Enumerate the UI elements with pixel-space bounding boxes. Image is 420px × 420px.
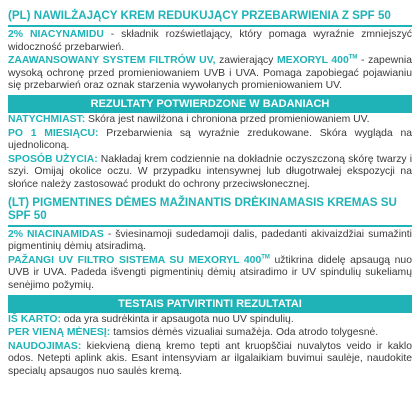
pl-result-month-text: Przebarwienia są wyraźnie zredukowane. Skóra wygląda na ujednoliconą.	[8, 127, 412, 152]
pl-title: (PL) NAWILŻAJĄCY KREM REDUKUJĄCY PRZEBARWIENIA Z SPF 50	[8, 9, 391, 22]
lt-usage-text: kiekvieną dieną kremo tepti ant kruopščiai nuvalytos veido ir kaklo odos. Netepti aplink akis. Esant intensyviam ar ilgalaikiam buvimui saulėje, naudokite specialų apsaugos nuo saulės kremą.	[8, 340, 412, 377]
pl-results-banner: REZULTATY POTWIERDZONE W BADANIACH	[8, 95, 412, 113]
pl-mexoryl-name: MEXORYL 400	[276, 55, 349, 67]
lt-result-month-text: tamsios dėmės vizualiai sumažėja. Oda atrodo tolygesnė.	[110, 327, 379, 339]
pl-uv-filter-paragraph	[8, 55, 412, 93]
lt-title: (LT) PIGMENTINES DĖMES MAŽINANTIS DRĖKINAMASIS KREMAS SU SPF 50	[8, 195, 397, 222]
lt-results-banner: TESTAIS PATVIRTINTI REZULTATAI	[8, 295, 412, 313]
lt-niacinamide-key: 2% NIACINAMIDAS	[8, 228, 104, 240]
pl-uv-filter-text: - zapewnia wysoką ochronę przed promieniowaniem UVB i UVA. Pomaga zapobiegać pojawianiu się przebarwień oraz oznak starzenia wywołanych promieniowaniem UV.	[8, 55, 412, 92]
pl-title-divider	[8, 25, 412, 27]
pl-usage-paragraph	[8, 154, 412, 192]
lt-uv-filter-text: užtikrina didelę apsaugą nuo UVB ir UVA. Padeda išvengti pigmentinių dėmių atsiradimo ir UV spindulių sukeliamų senėjimo požymių.	[8, 254, 412, 291]
pl-result-immediate	[8, 114, 412, 127]
pl-usage-key: SPOSÓB UŻYCIA:	[8, 153, 98, 165]
lt-result-immediate-text: oda yra sudrėkinta ir apsaugota nuo UV spindulių.	[60, 313, 294, 325]
lt-uv-filter-key	[8, 255, 270, 266]
lt-uv-filter-paragraph	[8, 255, 412, 293]
pl-result-immediate-key: NATYCHMIAST:	[8, 113, 86, 125]
lt-trademark-mark: TM	[261, 254, 270, 261]
lt-title-divider	[8, 225, 412, 227]
pl-mexoryl-key	[277, 55, 357, 66]
pl-usage-text: Nakładaj krem codziennie na dokładnie oczyszczoną skórę twarzy i szyi. Omijaj okolice oczu. W przypadku intensywnej lub długotrwałej ekspozycji na słońce należy zastosować produkt do ochrony przeciwsłonecznej.	[8, 153, 413, 190]
pl-niacinamide-text: - składnik rozświetlający, który pomaga wyraźnie zmniejszyć widoczność przebarwień.	[8, 29, 412, 53]
pl-trademark-mark: TM	[348, 54, 358, 61]
pl-uv-filter-key: ZAAWANSOWANY SYSTEM FILTRÓW UV,	[8, 55, 216, 67]
pl-niacinamide-paragraph	[8, 29, 412, 54]
pl-result-month	[8, 128, 412, 153]
lt-uv-filter-name: PAŽANGI UV FILTRO SISTEMA SU MEXORYL 400	[8, 254, 262, 266]
pl-uv-filter-mid: zawierający	[215, 55, 277, 67]
lt-result-immediate	[8, 314, 412, 327]
pl-result-immediate-text: Skóra jest nawilżona i chroniona przed promieniowaniem UV.	[85, 113, 370, 125]
pl-niacinamide-key: 2% NIACYNAMIDU	[8, 29, 104, 40]
product-leaflet	[0, 9, 420, 420]
lt-result-month-key: PER VIENĄ MĖNESĮ:	[8, 327, 111, 339]
lt-result-month	[8, 327, 412, 340]
lt-usage-key: NAUDOJIMAS:	[8, 340, 82, 352]
lt-niacinamide-paragraph	[8, 229, 412, 254]
lt-usage-paragraph	[8, 341, 412, 379]
lt-result-immediate-key: IŠ KARTO:	[8, 313, 61, 325]
pl-result-month-key: PO 1 MIESIĄCU:	[8, 127, 99, 139]
lt-niacinamide-text: - šviesinamoji sudedamoji dalis, padedanti akivaizdžiai sumažinti pigmentinių dėmių atsiradimą.	[8, 228, 412, 253]
